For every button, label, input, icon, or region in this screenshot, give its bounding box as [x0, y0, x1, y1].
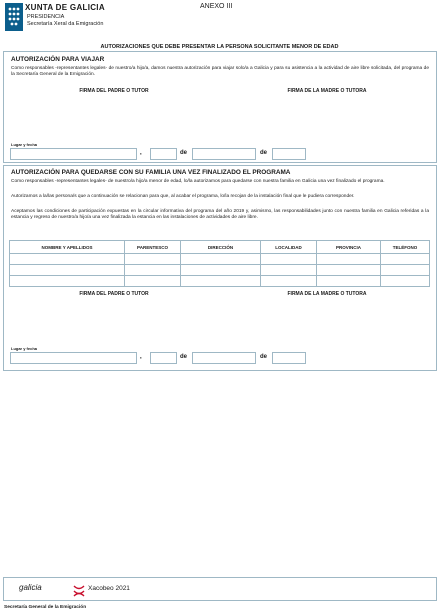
table-cell[interactable]	[261, 276, 317, 287]
table-row	[10, 254, 430, 265]
table-cell[interactable]	[317, 254, 381, 265]
document-title: AUTORIZACIONES QUE DEBE PRESENTAR LA PERSONA SOLICITANTE MENOR DE EDAD	[100, 44, 339, 50]
month-field-2[interactable]	[192, 352, 256, 364]
family-paragraph-1: Como responsables -representantes legales- de nuestro/a hijo/a menor de edad, lo/la autorizamos para quedarse con nuestra familia en Galicia una vez finalizado el programa.	[11, 179, 385, 184]
family-paragraph-2: Autorizamos a la/las persona/s que a continuación se relacionan para que, al acabar el programa, lo/la recojan de la instalación final que le pudiera corresponder.	[11, 194, 355, 199]
xacobeo-logo: Xacobeo 2021	[88, 585, 130, 592]
annex-label: ANEXO III	[200, 3, 233, 10]
place-date-label: Lugar y fecha	[11, 142, 38, 147]
column-header-relationship: PARENTESCO	[125, 241, 181, 254]
table-header-row	[10, 241, 430, 254]
place-field[interactable]	[10, 148, 137, 160]
logo-line-secretaria: Secretaría Xeral da Emigración	[27, 21, 104, 27]
mother-signature-label: FIRMA DE LA MADRE O TUTORA	[287, 88, 367, 94]
month-field[interactable]	[192, 148, 256, 160]
table-cell[interactable]	[125, 254, 181, 265]
logo-line-presidencia: PRESIDENCIA	[27, 14, 65, 20]
table-row	[10, 265, 430, 276]
column-header-province: PROVINCIA	[317, 241, 381, 254]
travel-paragraph: Como responsables -representantes legales- de nuestro/a hijo/a, damos nuestra autorización para viajar solo/a a Galicia y para su asistencia a la actividad de aire libre solicitada, del programa de la Secretaría General de la Emigración.	[11, 66, 429, 77]
xacobeo-mark-icon	[72, 584, 86, 596]
table-cell[interactable]	[261, 254, 317, 265]
logo-title: XUNTA DE GALICIA	[25, 3, 105, 12]
year-field[interactable]	[272, 148, 306, 160]
father-signature-label: FIRMA DEL PADRE O TUTOR	[79, 88, 149, 94]
date-de-3: de	[180, 354, 188, 360]
table-cell[interactable]	[381, 276, 430, 287]
xunta-shield-icon	[5, 3, 23, 31]
travel-authorization-section	[3, 51, 437, 163]
galicia-logo: galicia	[19, 583, 42, 592]
table-row	[10, 276, 430, 287]
father-signature-label-2: FIRMA DEL PADRE O TUTOR	[79, 291, 149, 297]
day-field[interactable]	[150, 148, 177, 160]
date-de-4: de	[260, 354, 268, 360]
section-title-family: AUTORIZACIÓN PARA QUEDARSE CON SU FAMILIA UNA VEZ FINALIZADO EL PROGRAMA	[11, 169, 291, 176]
table-cell[interactable]	[10, 254, 125, 265]
table-cell[interactable]	[261, 265, 317, 276]
date-de-2: de	[260, 150, 268, 156]
place-field-2[interactable]	[10, 352, 137, 364]
table-cell[interactable]	[317, 276, 381, 287]
date-comma: ,	[140, 150, 142, 156]
table-cell[interactable]	[181, 276, 261, 287]
table-cell[interactable]	[381, 254, 430, 265]
mother-signature-label-2: FIRMA DE LA MADRE O TUTORA	[287, 291, 367, 297]
date-comma-2: ,	[140, 354, 142, 360]
table-cell[interactable]	[10, 276, 125, 287]
footer-text: Secretaría General de la Emigración	[4, 605, 87, 610]
table-cell[interactable]	[125, 276, 181, 287]
column-header-address: DIRECCIÓN	[181, 241, 261, 254]
date-de-1: de	[180, 150, 188, 156]
table-cell[interactable]	[317, 265, 381, 276]
table-cell[interactable]	[181, 254, 261, 265]
column-header-locality: LOCALIDAD	[261, 241, 317, 254]
day-field-2[interactable]	[150, 352, 177, 364]
place-date-label-2: Lugar y fecha	[11, 346, 38, 351]
family-contacts-table	[9, 240, 430, 287]
year-field-2[interactable]	[272, 352, 306, 364]
column-header-phone: TELÉFONO	[381, 241, 430, 254]
table-cell[interactable]	[125, 265, 181, 276]
logo-subtitle	[27, 14, 103, 28]
column-header-name: NOMBRE Y APELLIDOS	[10, 241, 125, 254]
footer-logos-box	[3, 577, 437, 601]
family-paragraph-3: Aceptamos las condiciones de participación expuestas en la circular informativa del programa del año 2019 y, asimismo, las responsabilidades junto con nuestra familia en Galicia referidas a la estancia y regreso de nuestro/a hijo/a una vez finalizada la estancia en las instalaciones de actividades de aire libre.	[11, 209, 429, 220]
table-cell[interactable]	[10, 265, 125, 276]
table-cell[interactable]	[181, 265, 261, 276]
table-cell[interactable]	[381, 265, 430, 276]
section-title-travel: AUTORIZACIÓN PARA VIAJAR	[11, 56, 105, 63]
